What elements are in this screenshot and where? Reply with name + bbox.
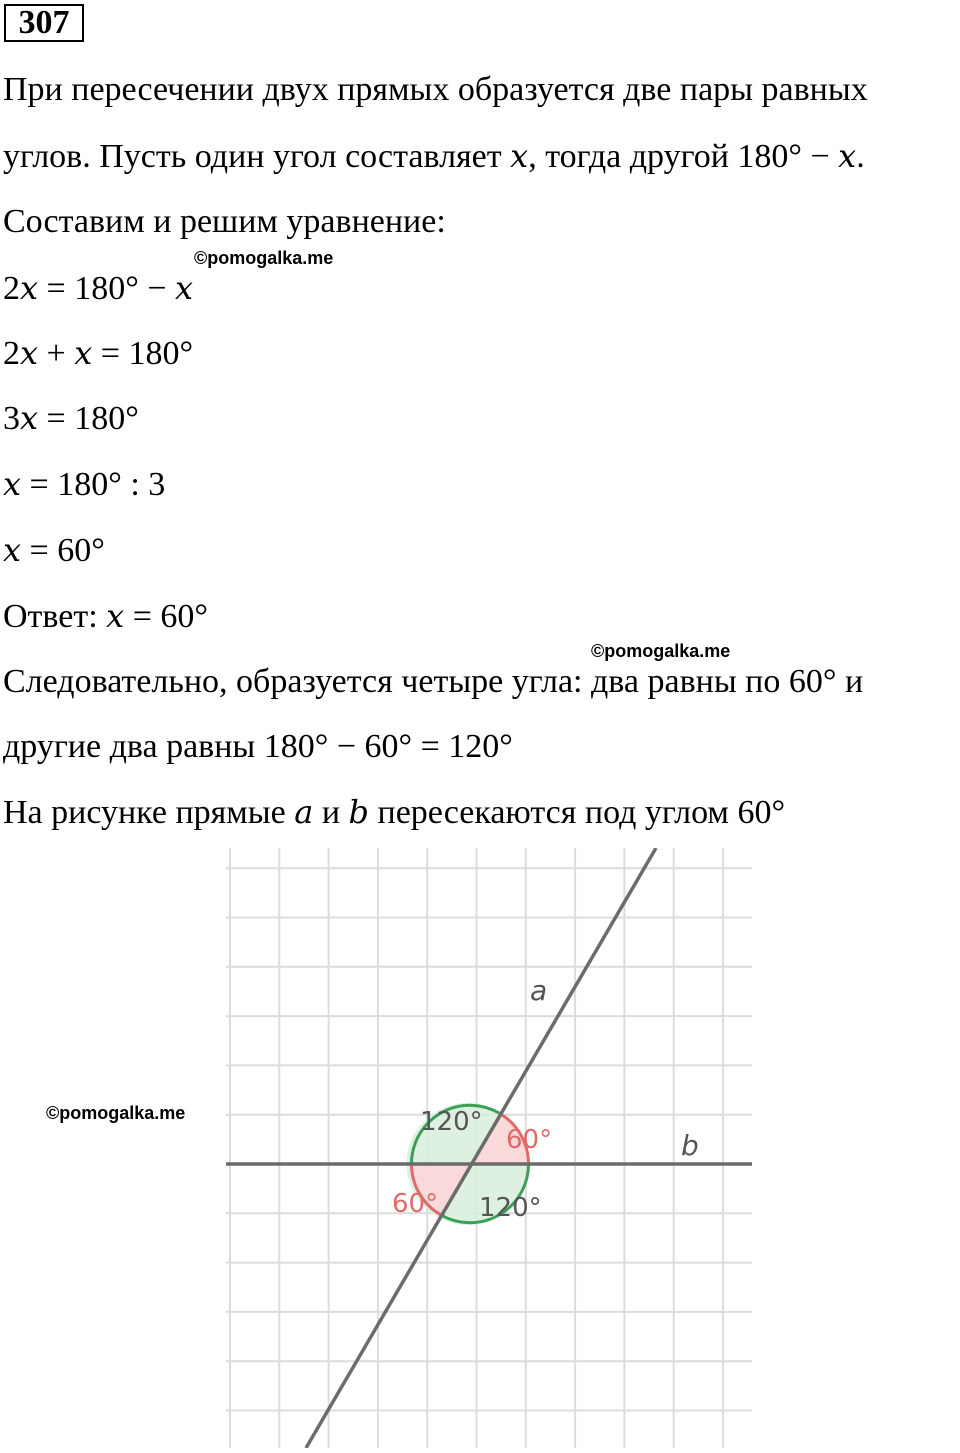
text-segment: = 180° : 3 [21, 466, 166, 503]
text-segment: . [856, 138, 865, 175]
math-variable-x: x [20, 399, 39, 437]
text-line-3: Составим и решим уравнение: [3, 203, 446, 240]
text-segment: углов. Пусть один угол составляет [3, 138, 511, 175]
text-segment: 2 [3, 270, 20, 307]
math-variable-x: x [3, 531, 22, 569]
text-line-1: При пересечении двух прямых образуется две пары равных [3, 71, 868, 108]
text-line-conclusion-1: Следовательно, образуется четыре угла: два равны по 60° и [3, 663, 864, 700]
equation-line-5 [3, 530, 105, 571]
math-variable-x: x [3, 465, 22, 503]
line-a-label: a [530, 974, 548, 1007]
text-segment: + [38, 335, 75, 372]
math-variable-x: x [838, 137, 857, 175]
text-segment: = 180° − [38, 270, 175, 307]
text-segment: 2 [3, 335, 20, 372]
figure-caption-line [3, 792, 785, 833]
text-line-2 [3, 136, 865, 177]
angle-label-60-top: 60° [506, 1125, 553, 1155]
text-segment: = 60° [124, 598, 208, 635]
text-segment: = 180° [38, 400, 139, 437]
watermark: ©pomogalka.me [194, 248, 334, 268]
text-segment: Ответ: [3, 598, 107, 635]
watermark: ©pomogalka.me [46, 1103, 186, 1123]
equation-line-4 [3, 464, 165, 505]
text-segment: 3 [3, 400, 20, 437]
math-variable-x: x [20, 269, 39, 307]
answer-line [3, 596, 208, 637]
angle-label-60-bottom: 60° [392, 1189, 439, 1219]
equation-line-3 [3, 398, 139, 439]
text-segment: На рисунке прямые [3, 794, 295, 831]
line-a [306, 848, 656, 1448]
equation-line-1 [3, 268, 193, 309]
angle-label-120-top: 120° [420, 1107, 483, 1137]
angle-label-120-bottom: 120° [479, 1193, 542, 1223]
math-variable-x: x [74, 334, 93, 372]
text-segment: , тогда другой 180° − [528, 138, 839, 175]
watermark: ©pomogalka.me [591, 641, 731, 661]
text-segment: и [313, 794, 349, 831]
text-segment: пересекаются под углом 60° [369, 794, 786, 831]
text-segment: = 180° [92, 335, 194, 372]
equation-line-2 [3, 333, 193, 374]
intersecting-lines-figure [226, 848, 756, 1448]
math-variable-x: x [106, 597, 125, 635]
line-b-label: b [681, 1129, 699, 1162]
problem-number: 307 [4, 4, 84, 42]
text-line-conclusion-2: другие два равны 180° − 60° = 120° [3, 728, 513, 765]
math-variable-x: x [510, 137, 529, 175]
math-variable-a: a [294, 793, 314, 831]
math-variable-b: b [348, 793, 369, 831]
math-variable-x: x [20, 334, 39, 372]
figure-svg [226, 848, 756, 1448]
math-variable-x: x [175, 269, 194, 307]
text-segment: = 60° [21, 532, 105, 569]
